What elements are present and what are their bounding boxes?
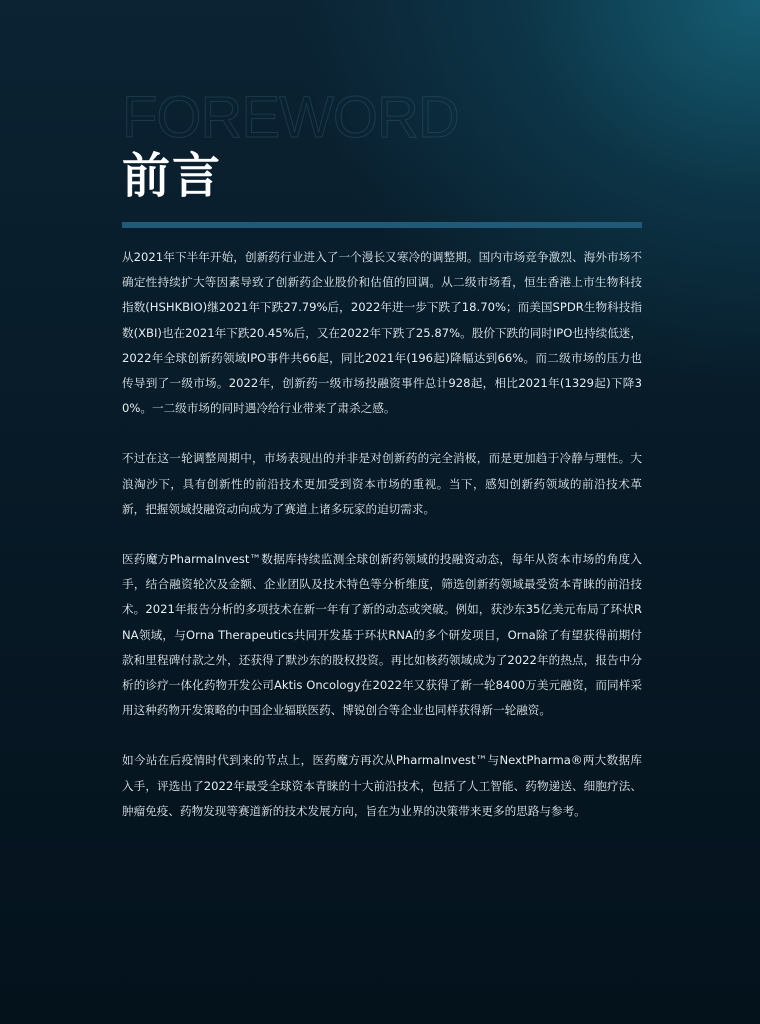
title-underline-bar [122, 222, 642, 228]
title-block [122, 86, 642, 236]
background-word: FOREWORD [122, 85, 459, 150]
foreword-body [122, 245, 642, 849]
page-title: 前言 [122, 148, 223, 204]
paragraph-1: 从2021年下半年开始，创新药行业进入了一个漫长又寒冷的调整期。国内市场竞争激烈、海外市场不确定性持续扩大等因素导致了创新药企业股价和估值的回调。从二级市场看，恒生香港上市生物科技指数(HSHKBIO)继2021年下跌27.79%后，2022年进一步下跌了18.70%；而美国SPDR生物科技指数(XBI)也在2021年下跌20.45%后，又在2022年下跌了25.87%。股价下跌的同时IPO也持续低迷，2022年全球创新药领域IPO事件共66起，同比2021年(196起)降幅达到66%。而二级市场的压力也传导到了一级市场。2022年，创新药一级市场投融资事件总计928起，相比2021年(1329起)下降30%。一二级市场的同时遇冷给行业带来了肃杀之感。 [122, 250, 642, 416]
paragraph-2: 不过在这一轮调整周期中，市场表现出的并非是对创新药的完全消极，而是更加趋于冷静与理性。大浪淘沙下，具有创新性的前沿技术更加受到资本市场的重视。当下，感知创新药领域的前沿技术革新，把握领域投融资动向成为了赛道上诸多玩家的迫切需求。 [122, 451, 642, 516]
paragraph-4: 如今站在后疫情时代到来的节点上，医药魔方再次从PharmaInvest™与NextPharma®两大数据库入手，评选出了2022年最受全球资本青睐的十大前沿技术，包括了人工智能、药物递送、细胞疗法、肿瘤免疫、药物发现等赛道新的技术发展方向，旨在为业界的决策带来更多的思路与参考。 [122, 753, 642, 818]
paragraph-3: 医药魔方PharmaInvest™数据库持续监测全球创新药领域的投融资动态，每年从资本市场的角度入手，结合融资轮次及金额、企业团队及技术特色等分析维度，筛选创新药领域最受资本青睐的前沿技术。2021年报告分析的多项技术在新一年有了新的动态或突破。例如，获沙东35亿美元布局了环状RNA领域，与Orna Therapeutics共同开发基于环状RNA的多个研发项目，Orna除了有望获得前期付款和里程碑付款之外，还获得了默沙东的股权投资。再比如核药领域成为了2022年的热点，报告中分析的诊疗一体化药物开发公司Aktis Oncology在2022年又获得了新一轮8400万美元融资，而同样采用这种药物开发策略的中国企业辐联医药、博锐创合等企业也同样获得新一轮融资。 [122, 552, 642, 718]
